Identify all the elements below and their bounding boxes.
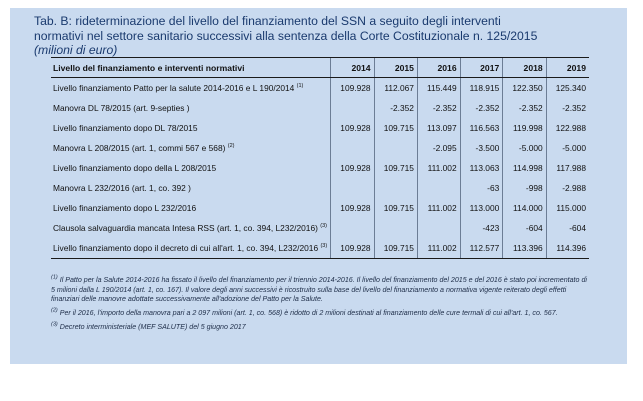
- table-cell: 113.396: [503, 238, 546, 259]
- table-cell: 125.340: [546, 78, 589, 99]
- table-cell: 115.000: [546, 198, 589, 218]
- row-label-text: Manovra L 232/2016 (art. 1, co. 392 ): [53, 183, 191, 193]
- table-cell: [331, 138, 374, 158]
- table-cell: [331, 218, 374, 238]
- table-cell: 113.000: [460, 198, 503, 218]
- row-label-text: Manovra L 208/2015 (art. 1, commi 567 e 568): [53, 143, 226, 153]
- table-cell: -2.352: [546, 98, 589, 118]
- table-header-row: [51, 58, 589, 78]
- row-label-text: Livello finanziamento dopo della L 208/2015: [53, 163, 217, 173]
- table-cell: 115.449: [417, 78, 460, 99]
- table-cell: -2.352: [374, 98, 417, 118]
- table-cell: 113.063: [460, 158, 503, 178]
- footnote-mark: (2): [51, 307, 58, 314]
- header-year: 2014: [331, 58, 374, 78]
- table-row: [51, 98, 589, 118]
- row-label-text: Clausola salvaguardia mancata Intesa RSS (art. 1, co. 394, L232/2016): [53, 223, 318, 233]
- row-label-text: Manovra DL 78/2015 (art. 9-septies ): [53, 103, 190, 113]
- table-cell: 114.000: [503, 198, 546, 218]
- footnote-text: Il Patto per la Salute 2014-2016 ha fissato il livello del finanziamento per il triennio 2014-2016. Il livello del finanziamento del 2015 e del 2016 è stato poi incrementato di 5 milioni dalla L 190/2014 (art. 1, co. 167). Il valore degli anni successivi è ricostruito sulla base del livello del finanziamento a normativa vigente reiterato degli effetti finanziari delle manovre adottate successivamente all'adozione del Patto per la Salute.: [51, 276, 587, 304]
- table-cell: 109.928: [331, 118, 374, 138]
- table-row: [51, 118, 589, 138]
- table-cell: -2.352: [417, 98, 460, 118]
- table-row: [51, 178, 589, 198]
- footnotes: [51, 276, 591, 337]
- row-label: [51, 98, 331, 118]
- table-cell: 122.988: [546, 118, 589, 138]
- table-cell: 109.928: [331, 198, 374, 218]
- header-year: 2015: [374, 58, 417, 78]
- table-body: [51, 78, 589, 259]
- row-label-text: Livello finanziamento dopo DL 78/2015: [53, 123, 198, 133]
- row-label-text: Livello finanziamento Patto per la salute 2014-2016 e L 190/2014: [53, 83, 295, 93]
- header-year: 2018: [503, 58, 546, 78]
- table-row: [51, 138, 589, 158]
- table-cell: -604: [546, 218, 589, 238]
- table-cell: 109.715: [374, 198, 417, 218]
- table-cell: [417, 178, 460, 198]
- footnote-mark: (1): [51, 274, 58, 281]
- table-cell: -5.000: [546, 138, 589, 158]
- table-cell: -63: [460, 178, 503, 198]
- table-cell: 112.577: [460, 238, 503, 259]
- table-cell: 109.715: [374, 158, 417, 178]
- footnote-text: Per il 2016, l'importo della manovra pari a 2 097 milioni (art. 1, co. 568) è ridotto di 2 milioni destinati al finanziamento delle cure termali di cui all'art. 1, co. 567.: [59, 309, 558, 318]
- row-label: [51, 118, 331, 138]
- table-cell: 111.002: [417, 198, 460, 218]
- table-cell: 109.928: [331, 78, 374, 99]
- row-label: [51, 78, 331, 99]
- footnote-ref: (3): [320, 223, 327, 230]
- table-row: [51, 238, 589, 259]
- table-cell: 112.067: [374, 78, 417, 99]
- table-row: [51, 198, 589, 218]
- title-line-2: normativi nel settore sanitario successivi alla sentenza della Corte Costituzionale n. 125/2015: [34, 28, 538, 43]
- table-cell: -423: [460, 218, 503, 238]
- table-cell: 117.988: [546, 158, 589, 178]
- table-cell: [331, 98, 374, 118]
- table-cell: 111.002: [417, 238, 460, 259]
- table-cell: -604: [503, 218, 546, 238]
- row-label-text: Livello finanziamento dopo il decreto di cui all'art. 1, co. 394, L232/2016: [53, 243, 319, 253]
- table-cell: [374, 138, 417, 158]
- footnote: [51, 276, 591, 305]
- footnote-ref: (3): [320, 243, 328, 250]
- title-line-1: Tab. B: rideterminazione del livello del finanziamento del SSN a seguito degli interventi: [34, 14, 501, 28]
- table-cell: 109.715: [374, 118, 417, 138]
- table-cell: 114.396: [546, 238, 589, 259]
- table-cell: 109.715: [374, 238, 417, 259]
- table-cell: 109.928: [331, 238, 374, 259]
- table-cell: [374, 178, 417, 198]
- table-cell: -2.352: [460, 98, 503, 118]
- table-cell: -5.000: [503, 138, 546, 158]
- table-cell: [374, 218, 417, 238]
- table-cell: [331, 178, 374, 198]
- table-row: [51, 78, 589, 99]
- table-cell: 118.915: [460, 78, 503, 99]
- row-label: [51, 238, 331, 259]
- table-cell: 109.928: [331, 158, 374, 178]
- table-cell: [417, 218, 460, 238]
- footnote-text: Decreto interministeriale (MEF SALUTE) del 5 giugno 2017: [59, 322, 246, 331]
- table-row: [51, 158, 589, 178]
- table-cell: 119.998: [503, 118, 546, 138]
- row-label: [51, 198, 331, 218]
- row-label: [51, 218, 331, 238]
- footnote: [51, 309, 591, 319]
- row-label: [51, 158, 331, 178]
- header-label: Livello del finanziamento e interventi normativi: [51, 58, 331, 78]
- footnote: [51, 323, 591, 333]
- title-subtitle: (milioni di euro): [34, 43, 118, 57]
- header-year: 2017: [460, 58, 503, 78]
- table-cell: 111.002: [417, 158, 460, 178]
- table-title: [34, 14, 607, 58]
- table-cell: -2.095: [417, 138, 460, 158]
- table-cell: 116.563: [460, 118, 503, 138]
- table-row: [51, 218, 589, 238]
- row-label: [51, 138, 331, 158]
- header-year: 2019: [546, 58, 589, 78]
- footnote-mark: (3): [51, 321, 58, 328]
- footnote-ref: (2): [227, 143, 235, 150]
- table-cell: -3.500: [460, 138, 503, 158]
- row-label: [51, 178, 331, 198]
- table-cell: 114.998: [503, 158, 546, 178]
- table-cell: 113.097: [417, 118, 460, 138]
- footnote-ref: (1): [296, 83, 304, 90]
- row-label-text: Livello finanziamento dopo L 232/2016: [53, 203, 197, 213]
- table-cell: -2.988: [546, 178, 589, 198]
- financing-table: [51, 57, 589, 259]
- table-cell: -2.352: [503, 98, 546, 118]
- header-year: 2016: [417, 58, 460, 78]
- table-cell: -998: [503, 178, 546, 198]
- table-cell: 122.350: [503, 78, 546, 99]
